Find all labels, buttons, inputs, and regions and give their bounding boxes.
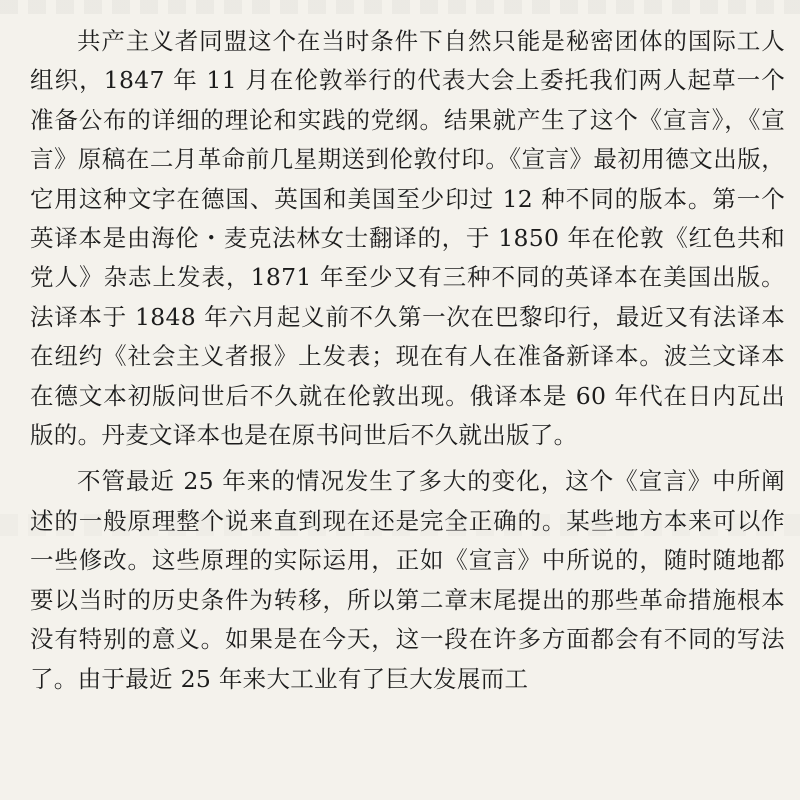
paragraph-1: 共产主义者同盟这个在当时条件下自然只能是秘密团体的国际工人组织，1847 年 11 月在伦敦举行的代表大会上委托我们两人起草一个准备公布的详细的理论和实践的党纲。结果就产生了这个《宣言》，《宣言》原稿在二月革命前几星期送到伦敦付印。《宣言》最初用德文出版，它用这种文字在德国、英国和美国至少印过 12 种不同的版本。第一个英译本是由海伦・麦克法林女士翻译的，于 1850 年在伦敦《红色共和党人》杂志上发表，1871 年至少又有三种不同的英译本在美国出版。法译本于 1848 年六月起义前不久第一次在巴黎印行，最近又有法译本在纽约《社会主义者报》上发表；现在有人在准备新译本。波兰文译本在德文本初版问世后不久就在伦敦出现。俄译本是 60 年代在日内瓦出版的。丹麦文译本也是在原书问世后不久就出版了。 — [30, 27, 785, 450]
paragraph-2: 不管最近 25 年来的情况发生了多大的变化，这个《宣言》中所阐述的一般原理整个说来直到现在还是完全正确的。某些地方本来可以作一些修改。这些原理的实际运用，正如《宣言》中所说的，随时随地都要以当时的历史条件为转移，所以第二章末尾提出的那些革命措施根本没有特别的意义。如果是在今天，这一段在许多方面都会有不同的写法了。由于最近 25 年来大工业有了巨大发展而工 — [30, 467, 785, 693]
show-through-top — [0, 0, 800, 14]
body-text — [30, 22, 785, 699]
